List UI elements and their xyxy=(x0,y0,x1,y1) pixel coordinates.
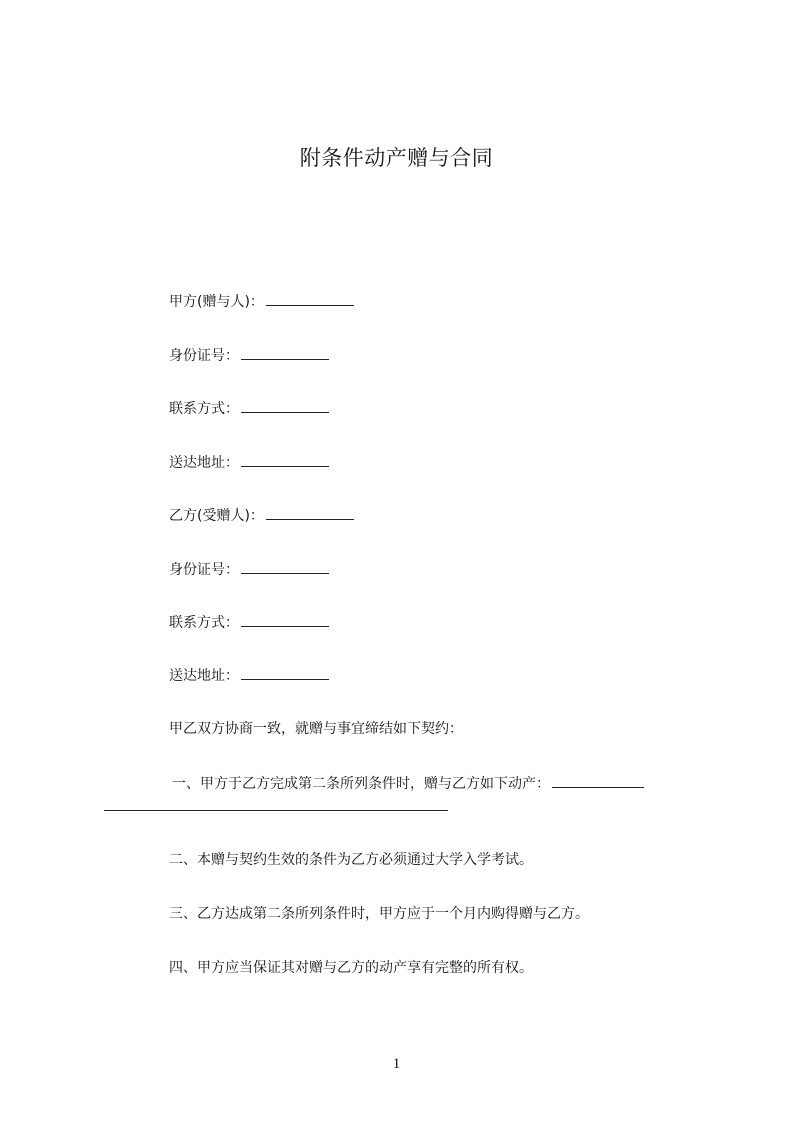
field-label: 身份证号： xyxy=(169,348,239,364)
field-donor-contact xyxy=(169,398,329,419)
field-label: 联系方式： xyxy=(169,615,239,631)
field-label: 送达地址： xyxy=(169,668,239,684)
fill-blank[interactable] xyxy=(241,559,329,574)
clause-4: 四、甲方应当保证其对赠与乙方的动产享有完整的所有权。 xyxy=(169,960,533,976)
field-donee xyxy=(169,505,354,526)
fill-blank[interactable] xyxy=(241,398,329,413)
clause-3: 三、乙方达成第二条所列条件时，甲方应于一个月内购得赠与乙方。 xyxy=(169,906,589,922)
fill-blank[interactable] xyxy=(241,665,329,680)
field-label: 送达地址： xyxy=(169,455,239,471)
document-title: 附条件动产赠与合同 xyxy=(299,146,494,170)
field-donor-id xyxy=(169,345,329,366)
clause-2: 二、本赠与契约生效的条件为乙方必须通过大学入学考试。 xyxy=(169,852,533,868)
clause-text: 一、甲方于乙方完成第二条所列条件时，赠与乙方如下动产： xyxy=(172,776,550,792)
field-donee-address xyxy=(169,665,329,686)
field-label: 身份证号： xyxy=(169,562,239,578)
field-donor-address xyxy=(169,452,329,473)
field-donor xyxy=(169,291,354,312)
fill-blank[interactable] xyxy=(552,773,644,788)
fill-blank-continuation[interactable] xyxy=(104,810,448,811)
intro-paragraph: 甲乙双方协商一致，就赠与事宜缔结如下契约： xyxy=(169,721,463,737)
fill-blank[interactable] xyxy=(241,452,329,467)
clause-1 xyxy=(172,773,644,794)
field-donee-contact xyxy=(169,612,329,633)
fill-blank[interactable] xyxy=(266,291,354,306)
fill-blank[interactable] xyxy=(266,505,354,520)
page-number: 1 xyxy=(392,1056,401,1072)
field-donee-id xyxy=(169,559,329,580)
fill-blank[interactable] xyxy=(241,612,329,627)
field-label: 甲方(赠与人)： xyxy=(169,294,264,310)
field-label: 联系方式： xyxy=(169,401,239,417)
field-label: 乙方(受赠人)： xyxy=(169,508,264,524)
fill-blank[interactable] xyxy=(241,345,329,360)
